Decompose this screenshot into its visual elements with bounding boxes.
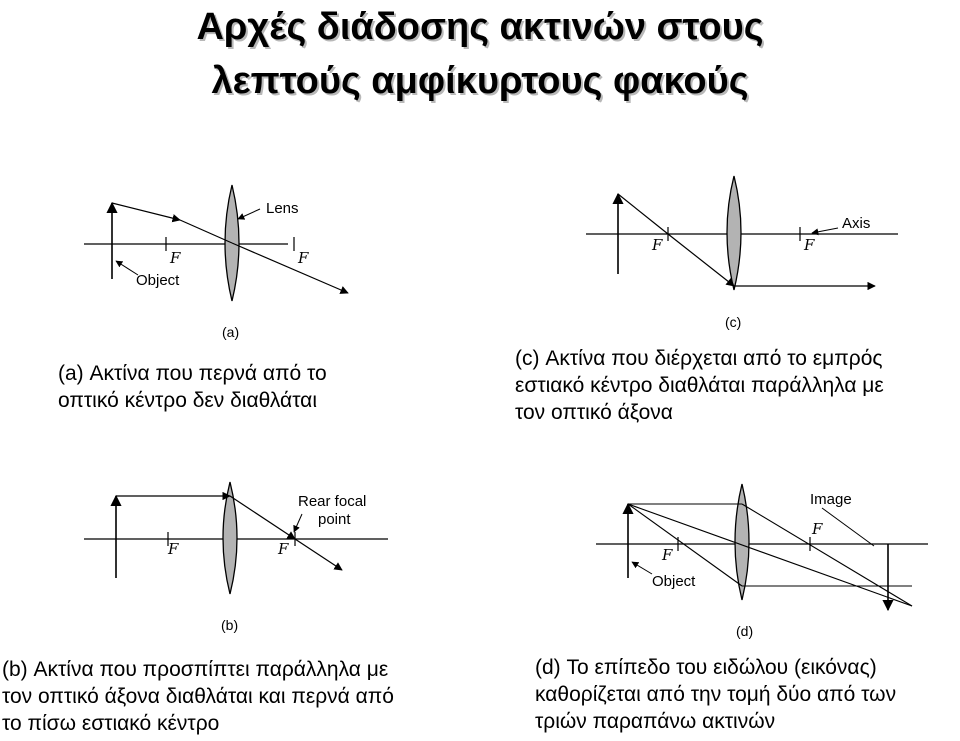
object-pointer <box>632 562 652 574</box>
description-d <box>535 654 896 735</box>
description-line: τον οπτικό άξονα <box>515 401 673 424</box>
focal-label: F <box>298 249 309 267</box>
ray-refracted <box>230 496 295 539</box>
ray-parallel-refracted <box>742 504 912 606</box>
description-line: (a) Ακτίνα που περνά από το <box>58 362 327 385</box>
rear-focal-label-2: point <box>318 511 351 528</box>
page-title-line-1: Αρχές διάδοσης ακτινών στους <box>196 6 764 48</box>
lens-pointer <box>238 209 260 219</box>
rear-focal-label: Rear focal <box>298 493 367 510</box>
description-c <box>515 345 884 426</box>
description-line: τον οπτικό άξονα διαθλάται και περνά από <box>2 685 394 708</box>
description-line: εστιακό κέντρο διαθλάται παράλληλα με <box>515 374 884 397</box>
description-line: (d) Το επίπεδο του ειδώλου (εικόνας) <box>535 656 877 679</box>
description-line: οπτικό κέντρο δεν διαθλάται <box>58 389 317 412</box>
description-line: τριών παραπάνω ακτινών <box>535 710 776 733</box>
diagram-caption: (a) <box>222 324 240 340</box>
description-line: (c) Ακτίνα που διέρχεται από το εμπρός <box>515 347 883 370</box>
ray-through-center <box>180 220 232 243</box>
focal-label: F <box>662 546 673 564</box>
description-line: καθορίζεται από την τομή δύο από των <box>535 683 897 706</box>
ray-emergent <box>232 243 348 293</box>
axis-label: Axis <box>842 215 871 232</box>
ray-incident <box>618 194 668 234</box>
diagram-b <box>80 482 390 637</box>
diagram-c <box>580 170 900 335</box>
ray-through-focus <box>668 234 734 286</box>
focal-label: F <box>652 236 663 254</box>
description-b <box>2 656 394 737</box>
page-title-line-2: λεπτούς αμφίκυρτους φακούς <box>211 60 749 102</box>
ray-incident <box>112 203 180 220</box>
image-label: Image <box>810 491 852 508</box>
axis-pointer <box>812 228 838 233</box>
focal-label: F <box>168 540 179 558</box>
description-line: (b) Ακτίνα που προσπίπτει παράλληλα με <box>2 658 389 681</box>
diagram-d <box>590 482 930 642</box>
description-line: το πίσω εστιακό κέντρο <box>2 712 220 735</box>
focal-label: F <box>804 236 815 254</box>
object-label: Object <box>136 272 180 289</box>
description-a <box>58 360 327 414</box>
diagram-caption: (c) <box>725 314 742 330</box>
focal-label: F <box>812 520 823 538</box>
focal-label: F <box>278 540 289 558</box>
focal-label: F <box>170 249 181 267</box>
object-pointer <box>116 261 138 275</box>
lens-shape <box>727 176 741 290</box>
lens-label: Lens <box>266 200 299 217</box>
rear-focal-pointer <box>294 514 302 532</box>
diagram-caption: (b) <box>221 617 239 633</box>
diagram-a <box>80 175 309 345</box>
diagram-caption: (d) <box>736 623 754 639</box>
ray-beyond-focus <box>295 539 342 570</box>
object-label: Object <box>652 573 696 590</box>
image-pointer <box>822 508 874 546</box>
